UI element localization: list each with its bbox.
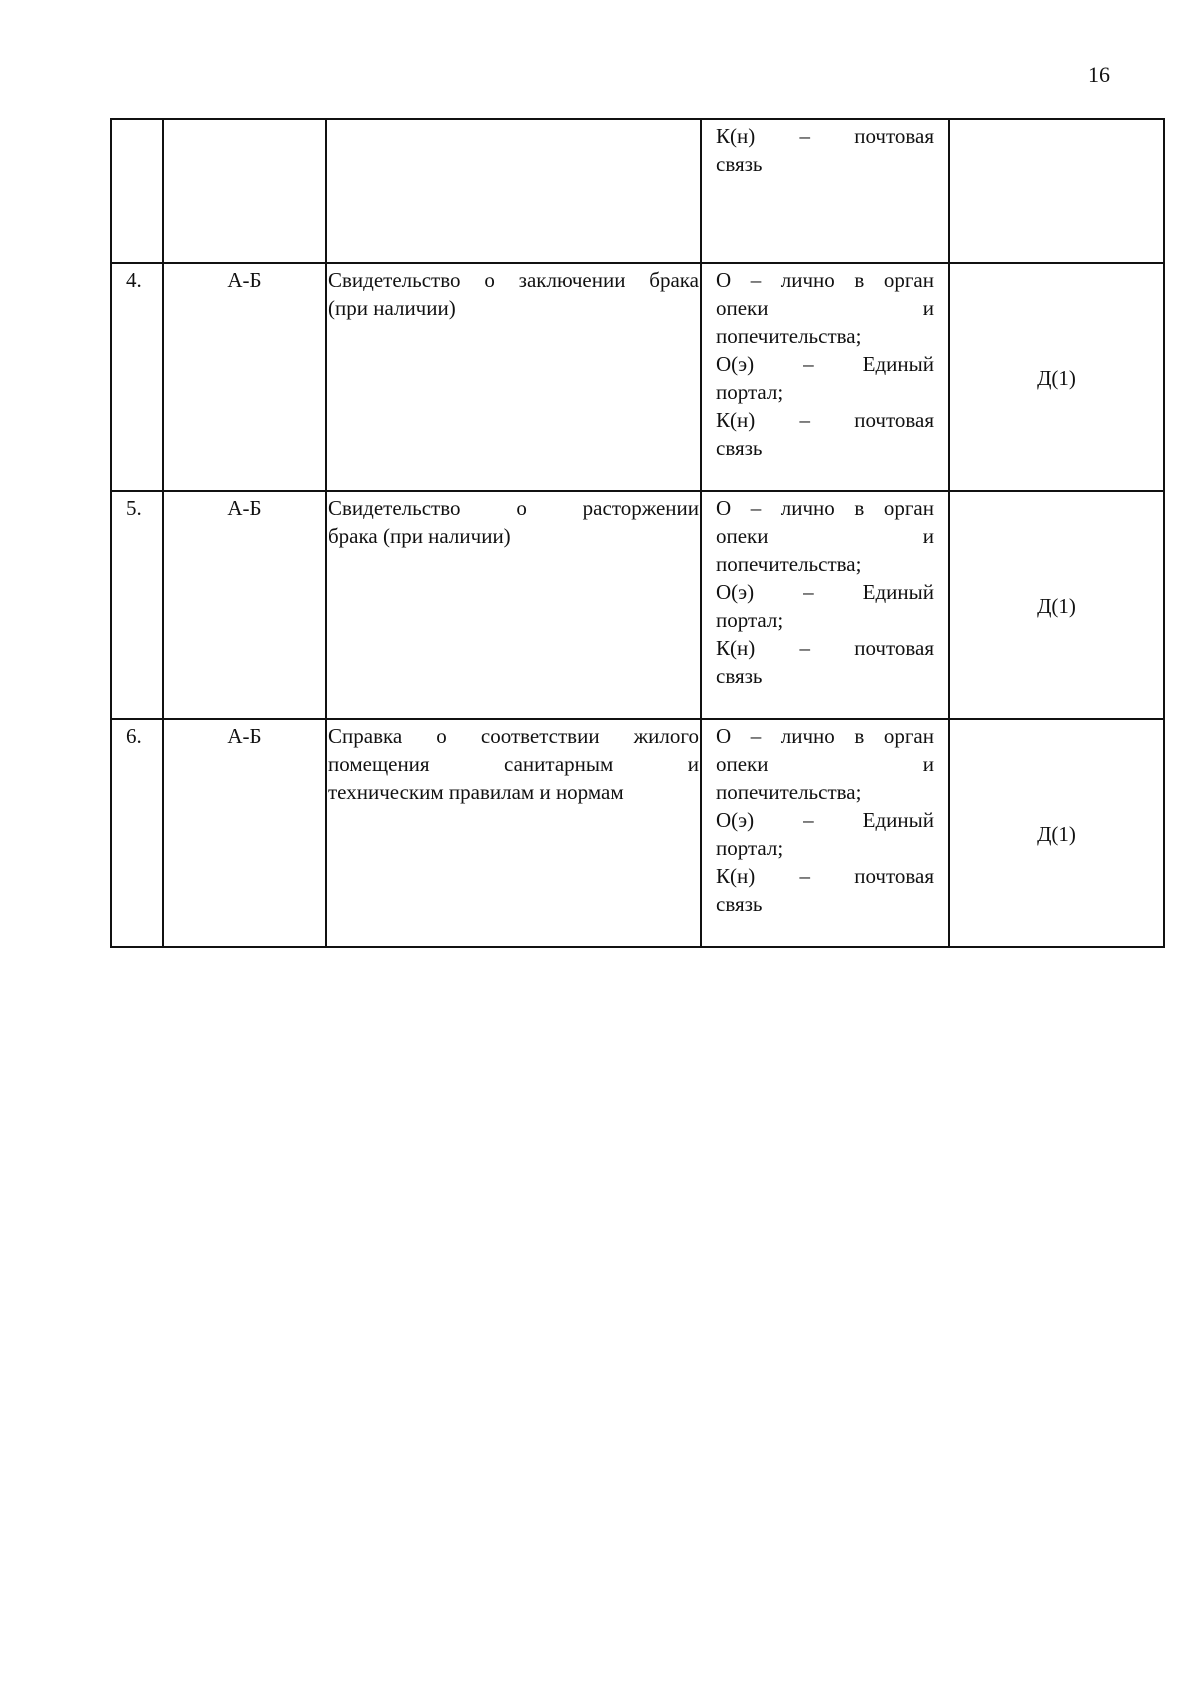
method-line: опеки и (716, 524, 934, 548)
row-document (326, 491, 701, 719)
method-line: О(э) – Единый (716, 580, 934, 604)
row-submission-method (701, 719, 949, 947)
table-row (111, 119, 1164, 263)
document-line: (при наличии) (328, 296, 456, 320)
method-line: связь (716, 436, 763, 460)
method-line: К(н) – почтовая (716, 408, 934, 432)
row-type: А-Б (163, 263, 326, 491)
method-line: попечительства; (716, 552, 862, 576)
method-line: портал; (716, 380, 784, 404)
row-number (111, 119, 163, 263)
table-row (111, 263, 1164, 491)
row-submission-method (701, 119, 949, 263)
table-row (111, 491, 1164, 719)
row-number: 6. (111, 719, 163, 947)
document-line: брака (при наличии) (328, 524, 511, 548)
method-line: связь (716, 664, 763, 688)
row-submission-method (701, 263, 949, 491)
method-line: О(э) – Единый (716, 352, 934, 376)
row-code (949, 119, 1164, 263)
row-number: 4. (111, 263, 163, 491)
method-line: попечительства; (716, 324, 862, 348)
method-line: связь (716, 892, 763, 916)
row-type (163, 119, 326, 263)
document-line: помещения санитарным и (328, 752, 699, 776)
table-row (111, 719, 1164, 947)
method-line: К(н) – почтовая (716, 636, 934, 660)
method-line: О – лично в орган (716, 268, 934, 292)
method-line: опеки и (716, 752, 934, 776)
row-document (326, 263, 701, 491)
page-number: 16 (1088, 62, 1110, 87)
row-code: Д(1) (949, 263, 1164, 491)
method-line: портал; (716, 836, 784, 860)
row-type: А-Б (163, 491, 326, 719)
row-document (326, 119, 701, 263)
method-line: портал; (716, 608, 784, 632)
method-line: попечительства; (716, 780, 862, 804)
row-number: 5. (111, 491, 163, 719)
method-line: связь (716, 152, 763, 176)
method-line: К(н) – почтовая (716, 124, 934, 148)
method-line: О – лично в орган (716, 724, 934, 748)
row-document (326, 719, 701, 947)
row-type: А-Б (163, 719, 326, 947)
row-submission-method (701, 491, 949, 719)
row-code: Д(1) (949, 491, 1164, 719)
method-line: К(н) – почтовая (716, 864, 934, 888)
document-line: Свидетельство о заключении брака (328, 268, 699, 292)
document-line: Свидетельство о расторжении (328, 496, 699, 520)
document-line: техническим правилам и нормам (328, 780, 624, 804)
method-line: О(э) – Единый (716, 808, 934, 832)
row-code: Д(1) (949, 719, 1164, 947)
method-line: опеки и (716, 296, 934, 320)
documents-table (110, 118, 1165, 948)
document-line: Справка о соответствии жилого (328, 724, 699, 748)
method-line: О – лично в орган (716, 496, 934, 520)
